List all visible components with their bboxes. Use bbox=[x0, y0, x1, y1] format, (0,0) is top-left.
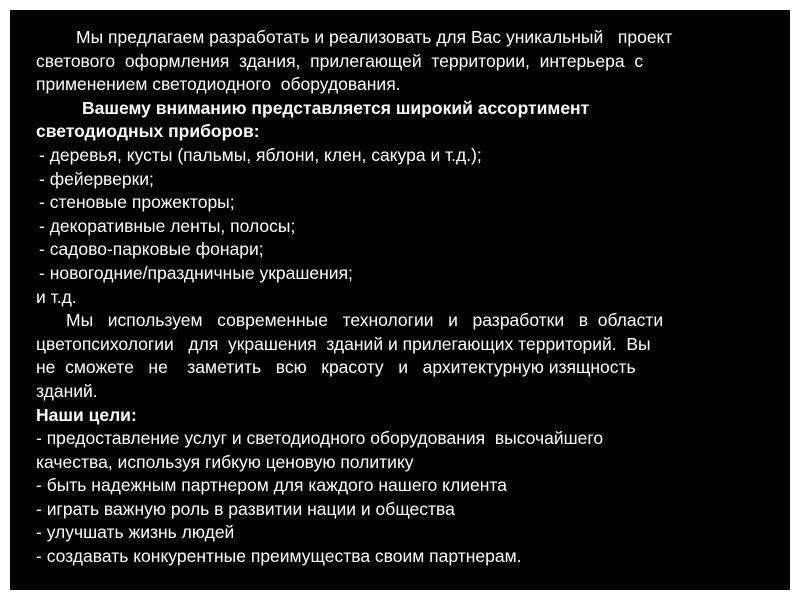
goals-section bbox=[36, 404, 756, 569]
goals-item: качества, используя гибкую ценовую политику bbox=[36, 451, 414, 472]
technology-line-3: не сможете не заметить всю красоту и архитектурную изящность bbox=[36, 357, 636, 378]
assortment-heading-line-2: светодиодных приборов: bbox=[36, 121, 260, 142]
assortment-item: - новогодние/праздничные украшения; bbox=[39, 262, 353, 283]
goals-item: - предоставление услуг и светодиодного оборудования высочайшего bbox=[36, 428, 604, 449]
intro-paragraph bbox=[36, 26, 756, 97]
assortment-etc: и т.д. bbox=[36, 286, 77, 307]
goals-item: - играть важную роль в развитии нации и общества bbox=[36, 498, 455, 519]
intro-line-3: применением светодиодного оборудования. bbox=[36, 74, 401, 95]
slide-background bbox=[10, 10, 790, 590]
technology-line-2: цветопсихологии для украшения зданий и прилегающих территорий. Вы bbox=[36, 333, 651, 354]
technology-paragraph bbox=[36, 309, 756, 403]
assortment-item: - садово-парковые фонари; bbox=[39, 239, 264, 260]
assortment-item: - стеновые прожекторы; bbox=[39, 192, 235, 213]
intro-line-1: Мы предлагаем разработать и реализовать для Вас уникальный проект bbox=[76, 27, 673, 47]
goals-item: - быть надежным партнером для каждого нашего клиента bbox=[36, 475, 507, 496]
goals-item: - создавать конкурентные преимущества своим партнерам. bbox=[36, 546, 522, 567]
goals-item: - улучшать жизнь людей bbox=[36, 522, 235, 543]
assortment-heading-line-1: Вашему вниманию представляется широкий ассортимент bbox=[82, 97, 590, 118]
intro-line-2: светового оформления здания, прилегающей территории, интерьера с bbox=[36, 50, 644, 71]
assortment-item: - деревья, кусты (пальмы, яблони, клен, сакура и т.д.); bbox=[39, 144, 482, 165]
assortment-item: - фейерверки; bbox=[39, 168, 154, 189]
document-body bbox=[36, 26, 756, 569]
assortment-item: - декоративные ленты, полосы; bbox=[39, 215, 296, 236]
technology-line-1: Мы используем современные технологии и разработки в области bbox=[66, 310, 664, 331]
goals-heading: Наши цели: bbox=[36, 404, 137, 425]
assortment-section bbox=[36, 97, 756, 309]
technology-line-4: зданий. bbox=[36, 380, 98, 401]
